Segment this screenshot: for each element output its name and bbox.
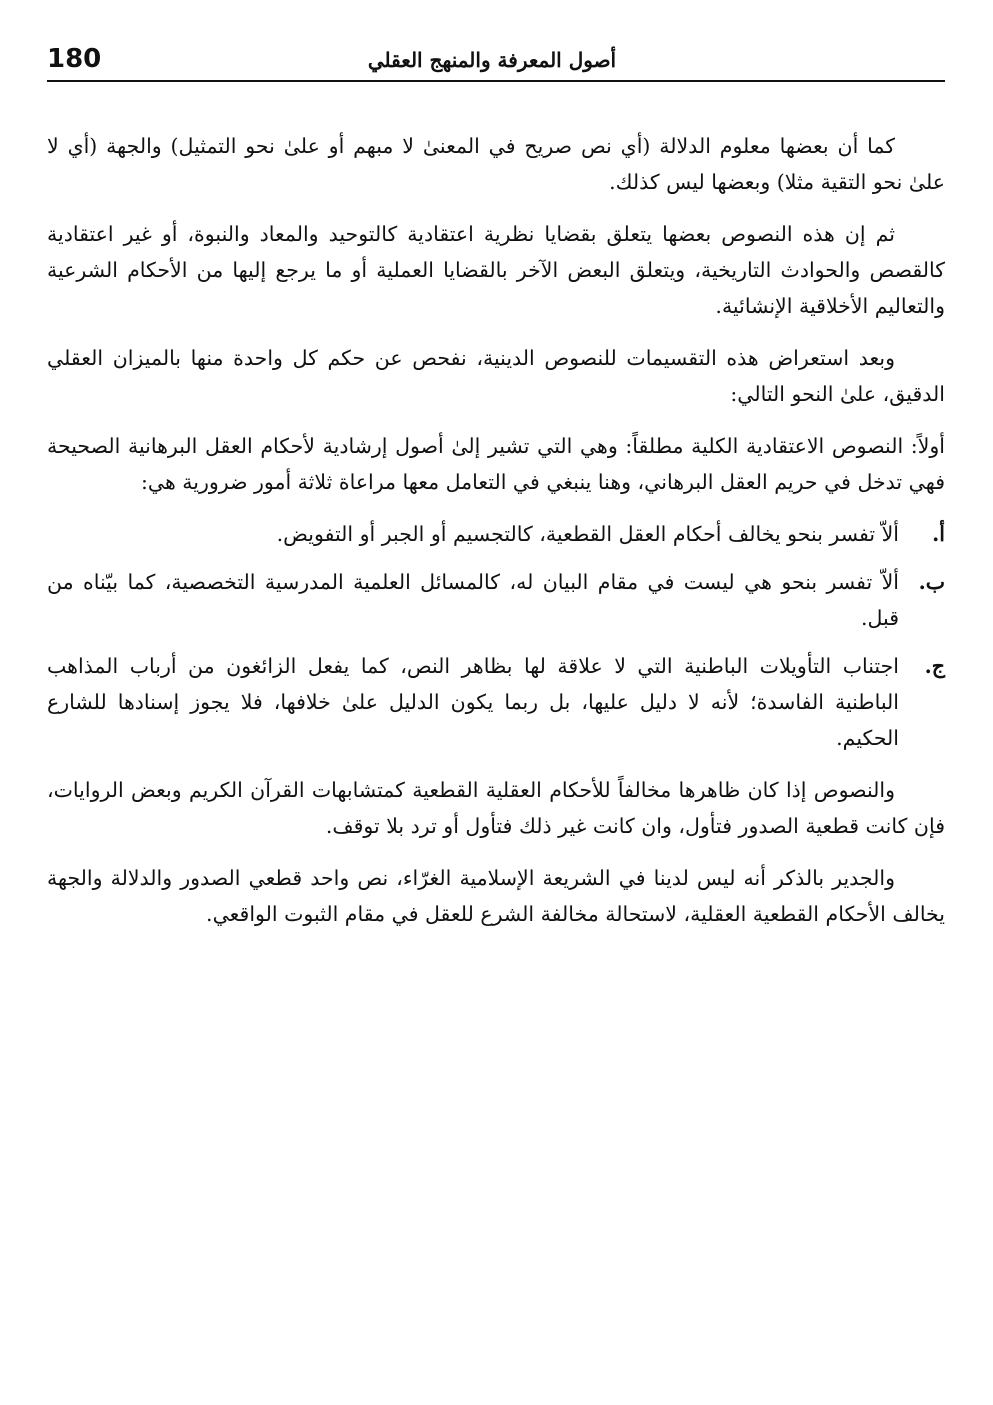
paragraph-4: أولاً: النصوص الاعتقادية الكلية مطلقاً: وهي التي تشير إلىٰ أصول إرشادية لأحكام العقل البرهانية الصحيحة فهي تدخل في حريم العقل البرهاني، وهنا ينبغي في التعامل معها مراعاة ثلاثة أمور ضرورية هي: xyxy=(47,434,945,494)
paragraph-5: والنصوص إذا كان ظاهرها مخالفاً للأحكام العقلية القطعية كمتشابهات القرآن الكريم وبعض الروايات، فإن كانت قطعية الصدور فتأول، وان كانت غير ذلك فتأول أو ترد بلا توقف. xyxy=(47,778,945,838)
paragraph-3: وبعد استعراض هذه التقسيمات للنصوص الدينية، نفحص عن حكم كل واحدة منها بالميزان العقلي الدقيق، علىٰ النحو التالي: xyxy=(47,346,945,406)
list-item-text: اجتناب التأويلات الباطنية التي لا علاقة لها بظاهر النص، كما يفعل الزائغون من أرباب المذاهب الباطنية الفاسدة؛ لأنه لا دليل عليها، بل ربما يكون الدليل علىٰ خلافها، فلا يجوز إسنادها للشارع الحكيم. xyxy=(47,654,899,750)
list-item-text: ألاّ تفسر بنحو هي ليست في مقام البيان له، كالمسائل العلمية المدرسية التخصصية، كما بيّناه من قبل. xyxy=(47,570,899,630)
page-number: 180 xyxy=(47,44,102,74)
list-item xyxy=(47,564,945,636)
page-header xyxy=(47,40,945,82)
paragraph-1: كما أن بعضها معلوم الدلالة (أي نص صريح في المعنىٰ لا مبهم أو علىٰ نحو التمثيل) والجهة (أي لا علىٰ نحو التقية مثلا) وبعضها ليس كذلك. xyxy=(47,134,945,194)
conditions-list xyxy=(47,516,945,756)
running-title: أصول المعرفة والمنهج العقلي xyxy=(367,48,617,72)
list-marker: أ. xyxy=(932,522,945,546)
list-marker: ج. xyxy=(924,654,945,678)
page-body xyxy=(47,128,945,948)
paragraph-6: والجدير بالذكر أنه ليس لدينا في الشريعة الإسلامية الغرّاء، نص واحد قطعي الصدور والدلالة والجهة يخالف الأحكام القطعية العقلية، لاستحالة مخالفة الشرع للعقل في مقام الثبوت الواقعي. xyxy=(47,866,945,926)
list-item xyxy=(47,516,945,552)
paragraph-2: ثم إن هذه النصوص بعضها يتعلق بقضايا نظرية اعتقادية كالتوحيد والمعاد والنبوة، أو غير اعتقادية كالقصص والحوادث التاريخية، ويتعلق البعض الآخر بالقضايا العملية أو ما يرجع إليها من الأحكام الشرعية والتعاليم الأخلاقية الإنشائية. xyxy=(47,222,945,318)
list-marker: ب. xyxy=(918,570,945,594)
list-item-text: ألاّ تفسر بنحو يخالف أحكام العقل القطعية، كالتجسيم أو الجبر أو التفويض. xyxy=(276,522,899,546)
list-item xyxy=(47,648,945,756)
